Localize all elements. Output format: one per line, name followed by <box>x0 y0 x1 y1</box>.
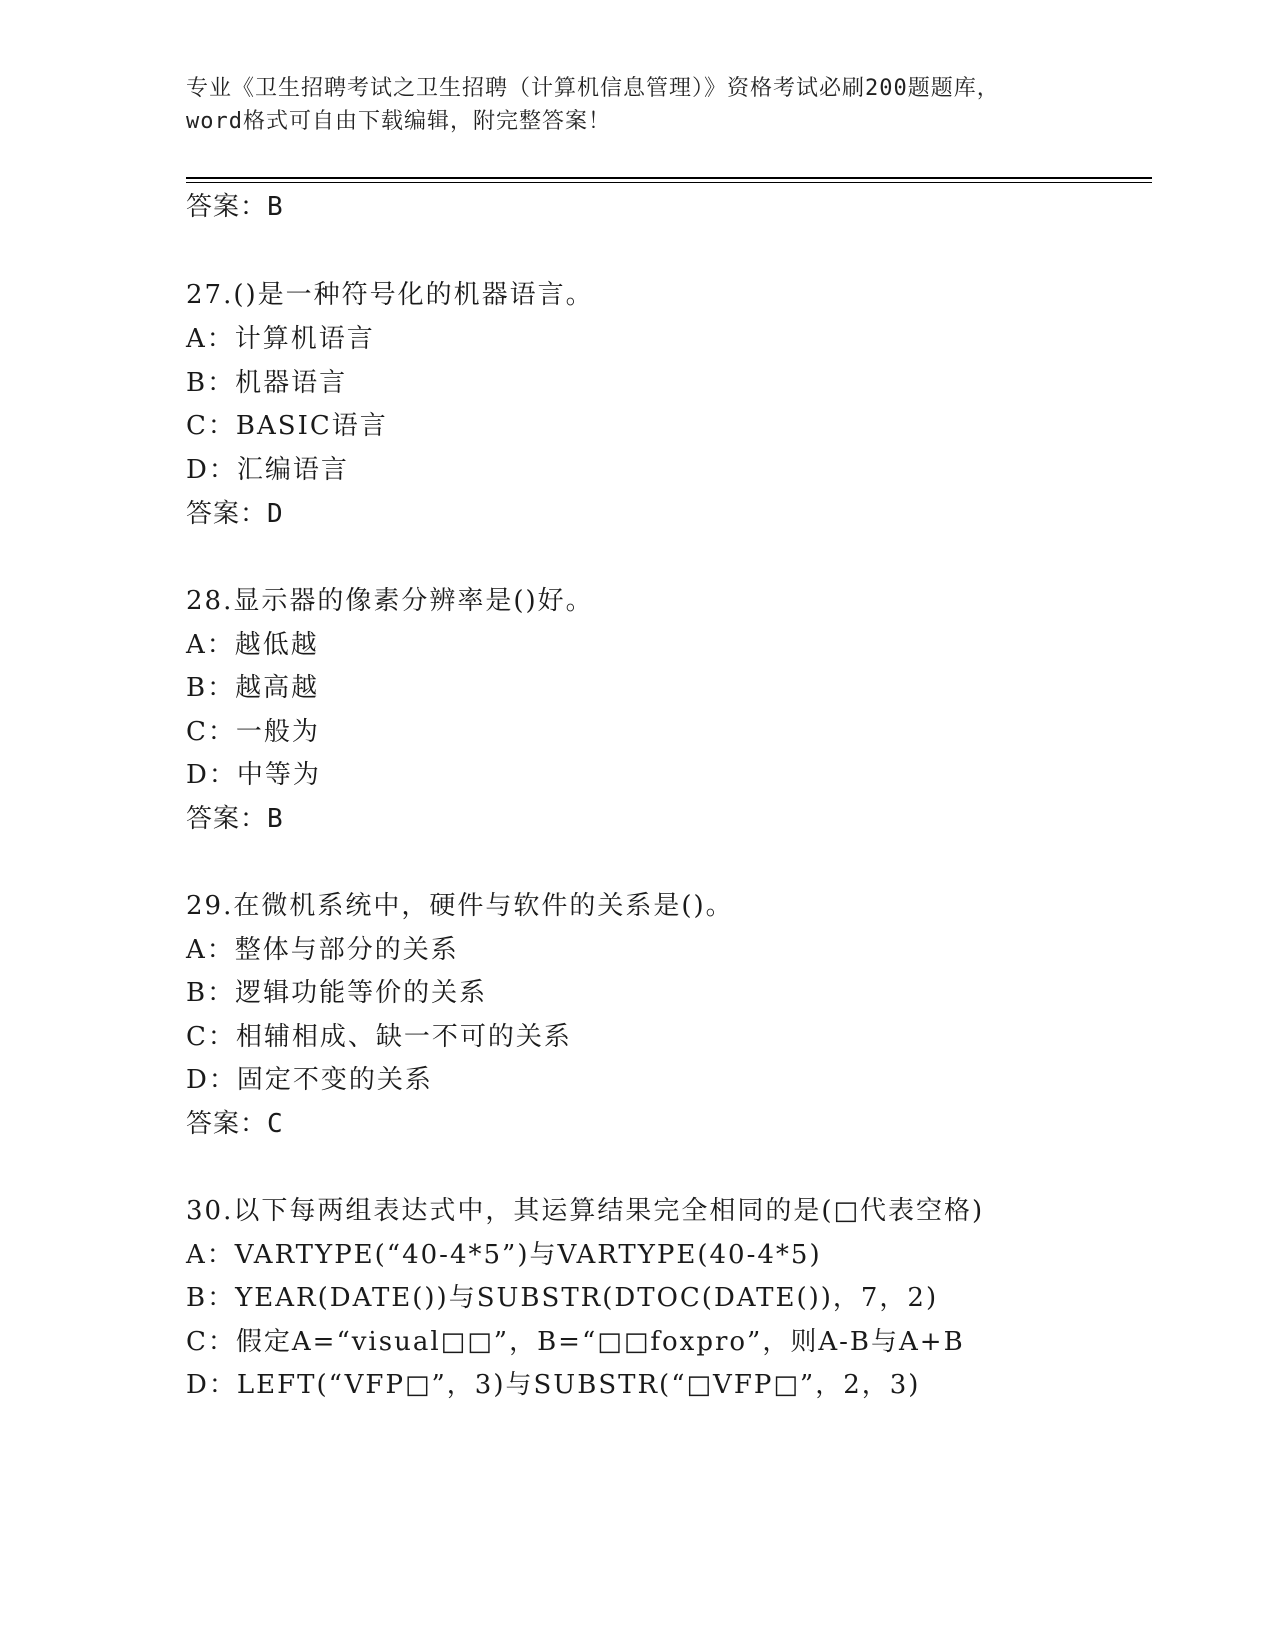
question-29-option-a: A：整体与部分的关系 <box>186 935 459 965</box>
document-header <box>186 72 1086 138</box>
header-rule-thin <box>186 182 1152 183</box>
question-29-option-d: D：固定不变的关系 <box>186 1065 433 1095</box>
question-30-option-b: B：YEAR(DATE())与SUBSTR(DTOC(DATE())，7，2) <box>186 1283 939 1313</box>
question-30-stem: 30.以下每两组表达式中，其运算结果完全相同的是(□代表空格) <box>186 1196 985 1226</box>
question-27-answer: 答案：D <box>186 499 284 529</box>
question-28-stem: 28.显示器的像素分辨率是()好。 <box>186 586 594 616</box>
question-28-option-a: A：越低越 <box>186 630 319 660</box>
question-28-option-d: D：中等为 <box>186 760 321 790</box>
question-27-option-b: B：机器语言 <box>186 368 348 398</box>
question-30-option-d: D：LEFT(“VFP□”，3)与SUBSTR(“□VFP□”，2，3) <box>186 1370 921 1400</box>
question-29-answer: 答案：C <box>186 1109 284 1139</box>
question-28-option-b: B：越高越 <box>186 673 320 703</box>
question-27-option-a: A：计算机语言 <box>186 324 375 354</box>
question-30-option-c: C：假定A=“visual□□”，B=“□□foxpro”，则A-B与A+B <box>186 1327 965 1357</box>
question-29-option-b: B：逻辑功能等价的关系 <box>186 978 488 1008</box>
question-29-stem: 29.在微机系统中，硬件与软件的关系是()。 <box>186 891 734 921</box>
header-rule-thick <box>186 177 1152 179</box>
header-line-1: 专业《卫生招聘考试之卫生招聘（计算机信息管理）》资格考试必刷200题题库， <box>186 76 1000 101</box>
question-27-stem: 27.()是一种符号化的机器语言。 <box>186 280 594 310</box>
question-27-option-d: D：汇编语言 <box>186 455 349 485</box>
question-28-answer: 答案：B <box>186 804 284 834</box>
question-27-option-c: C：BASIC语言 <box>186 411 388 441</box>
question-28-option-c: C：一般为 <box>186 717 320 747</box>
previous-answer: 答案：B <box>186 192 284 222</box>
header-line-2: word格式可自由下载编辑，附完整答案！ <box>186 109 611 134</box>
question-29-option-c: C：相辅相成、缺一不可的关系 <box>186 1022 572 1052</box>
question-30-option-a: A：VARTYPE(“40-4*5”)与VARTYPE(40-4*5) <box>186 1240 822 1270</box>
